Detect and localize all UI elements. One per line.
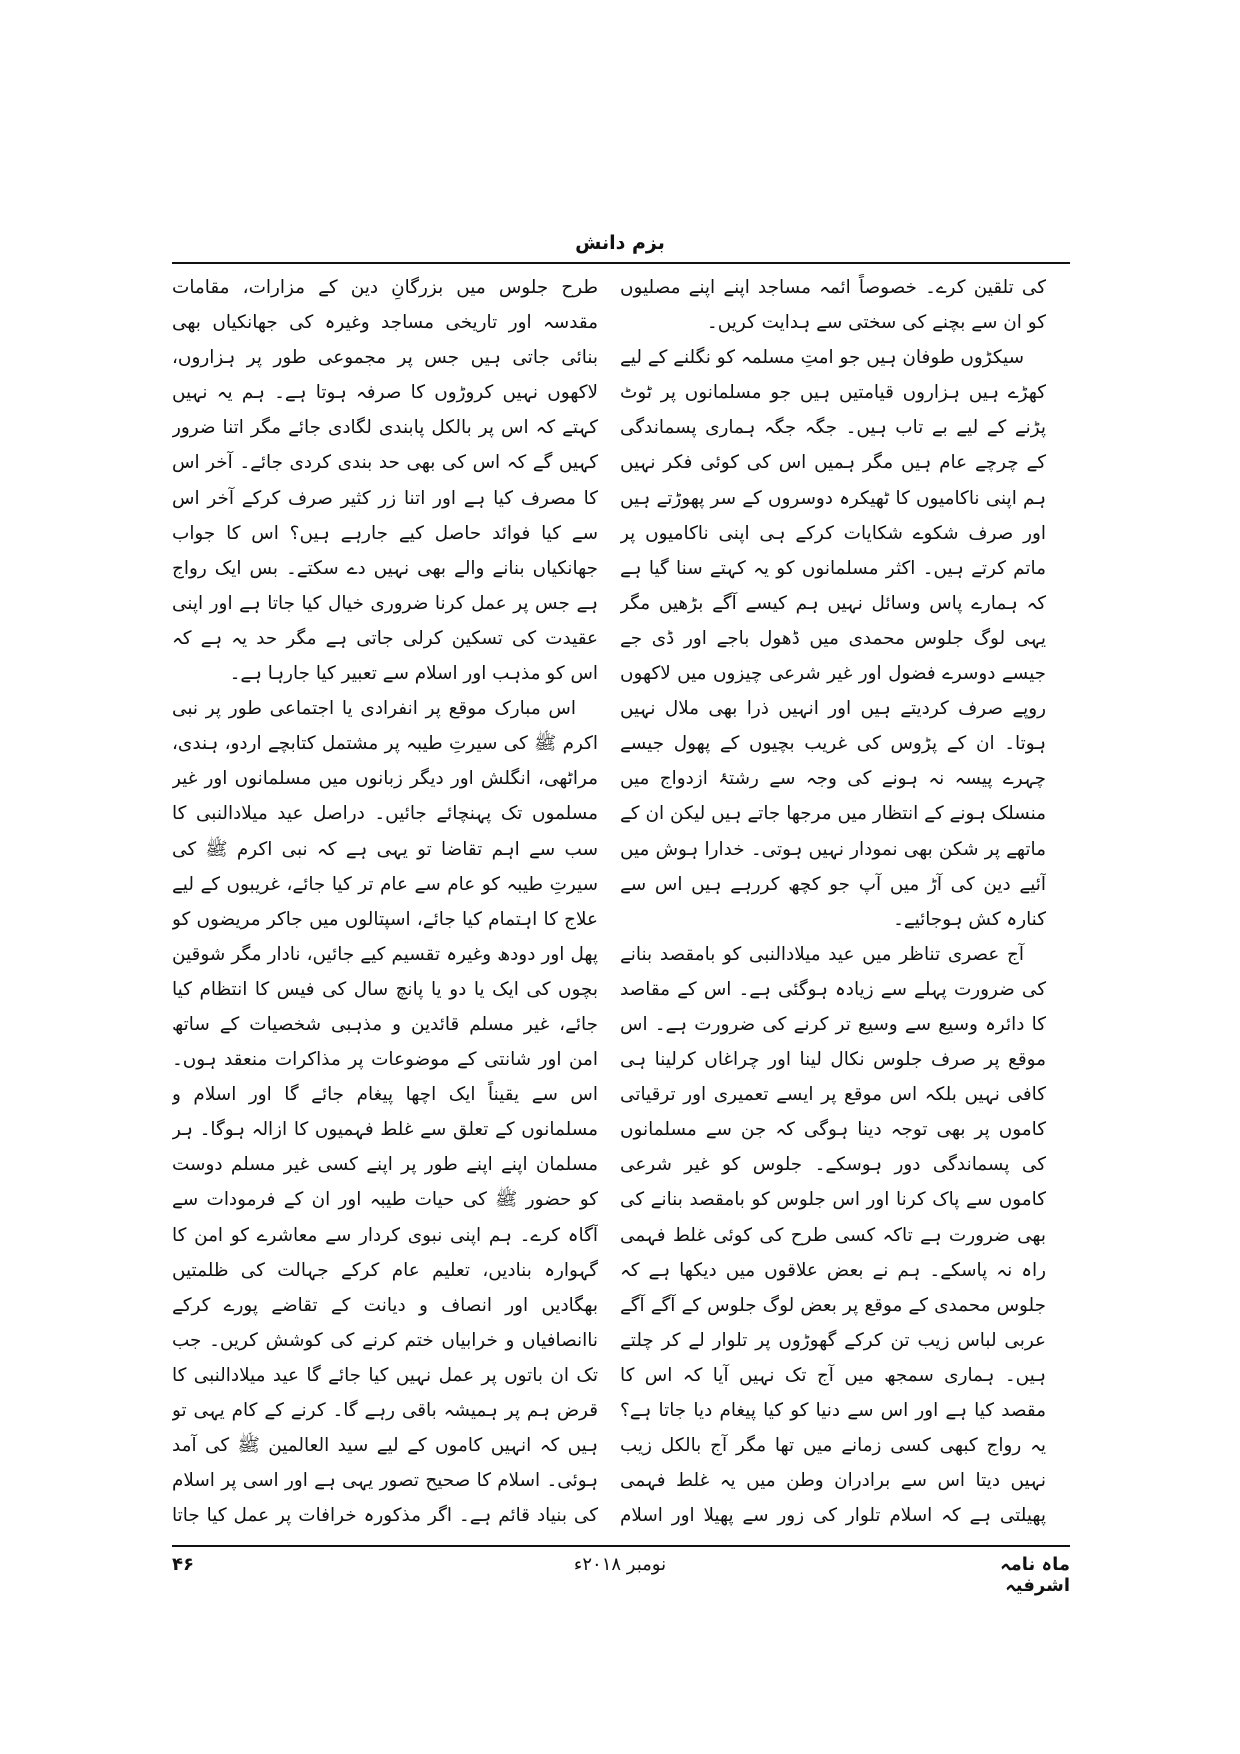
paragraph: آج عصری تناظر میں عید میلادالنبی کو بامقصد بنانے کی ضرورت پہلے سے زیادہ ہوگئی ہے۔ اس کے مقاصد کا دائرہ وسیع سے وسیع تر کرنے کی ضرورت ہے۔ اس موقع پر صرف جلوس نکال لینا اور چراغاں کرلینا ہی کافی نہیں بلکہ اس موقع پر ایسے تعمیری اور ترقیاتی کاموں پر بھی توجہ دینا ہوگی کہ جن سے مسلمانوں کی پسماندگی دور ہوسکے۔ جلوس کو غیر شرعی کاموں سے پاک کرنا اور اس جلوس کو بامقصد بنانے کی بھی ضرورت ہے تاکہ کسی طرح کی کوئی غلط فہمی راہ نہ پاسکے۔ ہم نے بعض علاقوں میں دیکھا ہے کہ جلوس محمدی کے موقع پر بعض لوگ جلوس کے آگے آگے عربی لباس زیب تن کرکے گھوڑوں پر تلوار لے کر چلتے ہیں۔ ہماری سمجھ میں آج تک نہیں آیا کہ اس کا مقصد کیا ہے اور اس سے دنیا کو کیا پیغام دیا جاتا ہے؟ یہ رواج کبھی کسی زمانے میں تھا مگر آج بالکل زیب نہیں دیتا اس سے برادران وطن میں یہ غلط فہمی پھیلتی ہے کہ اسلام تلوار کی زور سے پھیلا اور اسلام: [620, 943, 1046, 1527]
header-rule: [172, 262, 1070, 264]
issue-date: نومبر ۲۰۱۸ء: [573, 1554, 667, 1575]
paragraph: اس مبارک موقع پر انفرادی یا اجتماعی طور پر نبی اکرم ﷺ کی سیرتِ طیبہ پر مشتمل کتابچے اردو، ہندی، مراٹھی، انگلش اور دیگر زبانوں میں مسلمانوں اور غیر مسلموں تک پہنچائے جائیں۔ دراصل عید میلادالنبی کا سب سے اہم تقاضا تو یہی ہے کہ نبی اکرم ﷺ کی سیرتِ طیبہ کو عام سے عام تر کیا جائے، غریبوں کے لیے علاج کا اہتمام کیا جائے، اسپتالوں میں جاکر مریضوں کو پھل اور دودھ وغیرہ تقسیم کیے جائیں، نادار مگر شوقین بچوں کی ایک یا دو یا پانچ سال کی فیس کا انتظام کیا جائے، غیر مسلم قائدین و مذہبی شخصیات کے ساتھ امن اور شانتی کے موضوعات پر مذاکرات منعقد ہوں۔ اس سے یقیناً ایک اچھا پیغام جائے گا اور اسلام و مسلمانوں کے تعلق سے غلط فہمیوں کا ازالہ ہوگا۔ ہر مسلمان اپنے اپنے طور پر اپنے کسی غیر مسلم دوست کو حضور ﷺ کی حیات طیبہ اور ان کے فرمودات سے آگاہ کرے۔ ہم اپنی نبوی کردار سے معاشرے کو امن کا گہوارہ بنادیں، تعلیم عام کرکے جہالت کی ظلمتیں بھگادیں اور انصاف و دیانت کے تقاضے پورے کرکے ناانصافیاں و خرابیاں ختم کرنے کی کوشش کریں۔ جب تک ان باتوں پر عمل نہیں کیا جائے گا عید میلادالنبی کا قرض ہم پر ہمیشہ باقی رہے گا۔ کرنے کے کام یہی تو ہیں کہ انہیں کاموں کے لیے سید العالمین ﷺ کی آمد ہوئی۔ اسلام کا صحیح تصور یہی ہے اور اسی پر اسلام کی بنیاد قائم ہے۔ اگر مذکورہ خرافات پر عمل کیا جاتا: [172, 698, 598, 1527]
right-column: [620, 270, 1046, 1535]
footer-rule: [172, 1545, 1070, 1547]
paragraph: سیکڑوں طوفان ہیں جو امتِ مسلمہ کو نگلنے کے لیے کھڑے ہیں ہزاروں قیامتیں ہیں جو مسلمانوں پر ٹوٹ پڑنے کے لیے بے تاب ہیں۔ جگہ جگہ ہماری پسماندگی کے چرچے عام ہیں مگر ہمیں اس کی کوئی فکر نہیں ہم اپنی ناکامیوں کا ٹھیکرہ دوسروں کے سر پھوڑتے ہیں اور صرف شکوے شکایات کرکے ہی اپنی ناکامیوں پر ماتم کرتے ہیں۔ اکثر مسلمانوں کو یہ کہتے سنا گیا ہے کہ ہمارے پاس وسائل نہیں ہم کیسے آگے بڑھیں مگر یہی لوگ جلوس محمدی میں ڈھول باجے اور ڈی جے جیسے دوسرے فضول اور غیر شرعی چیزوں میں لاکھوں روپے صرف کردیتے ہیں اور انہیں ذرا بھی ملال نہیں ہوتا۔ ان کے پڑوس کی غریب بچیوں کے پھول جیسے چہرے پیسہ نہ ہونے کی وجہ سے رشتۂ ازدواج میں منسلک ہونے کے انتظار میں مرجھا جاتے ہیں لیکن ان کے ماتھے پر شکن بھی نمودار نہیں ہوتی۔ خدارا ہوش میں آئیے دین کی آڑ میں آپ جو کچھ کررہے ہیں اس سے کنارہ کش ہوجائیے۔: [620, 347, 1046, 930]
section-title: بزم دانش: [575, 232, 665, 254]
magazine-name: ماہ نامہ اشرفیہ: [1000, 1554, 1070, 1596]
page-number: ۴۶: [172, 1554, 194, 1575]
left-column: [172, 270, 598, 1535]
paragraph: کی تلقین کرے۔ خصوصاً ائمہ مساجد اپنے اپنے مصلیوں کو ان سے بچنے کی سختی سے ہدایت کریں۔: [620, 277, 1046, 334]
paragraph: طرح جلوس میں بزرگانِ دین کے مزارات، مقامات مقدسہ اور تاریخی مساجد وغیرہ کی جھانکیاں بھی بنائی جاتی ہیں جس پر مجموعی طور پر ہزاروں، لاکھوں نہیں کروڑوں کا صرفہ ہوتا ہے۔ ہم یہ نہیں کہتے کہ اس پر بالکل پابندی لگادی جائے مگر اتنا ضرور کہیں گے کہ اس کی بھی حد بندی کردی جائے۔ آخر اس کا مصرف کیا ہے اور اتنا زر کثیر صرف کرکے آخر اس سے کیا فوائد حاصل کیے جارہے ہیں؟ اس کا جواب جھانکیاں بنانے والے بھی نہیں دے سکتے۔ بس ایک رواج ہے جس پر عمل کرنا ضروری خیال کیا جاتا ہے اور اپنی عقیدت کی تسکین کرلی جاتی ہے مگر حد یہ ہے کہ اس کو مذہب اور اسلام سے تعبیر کیا جارہا ہے۔: [172, 277, 598, 685]
